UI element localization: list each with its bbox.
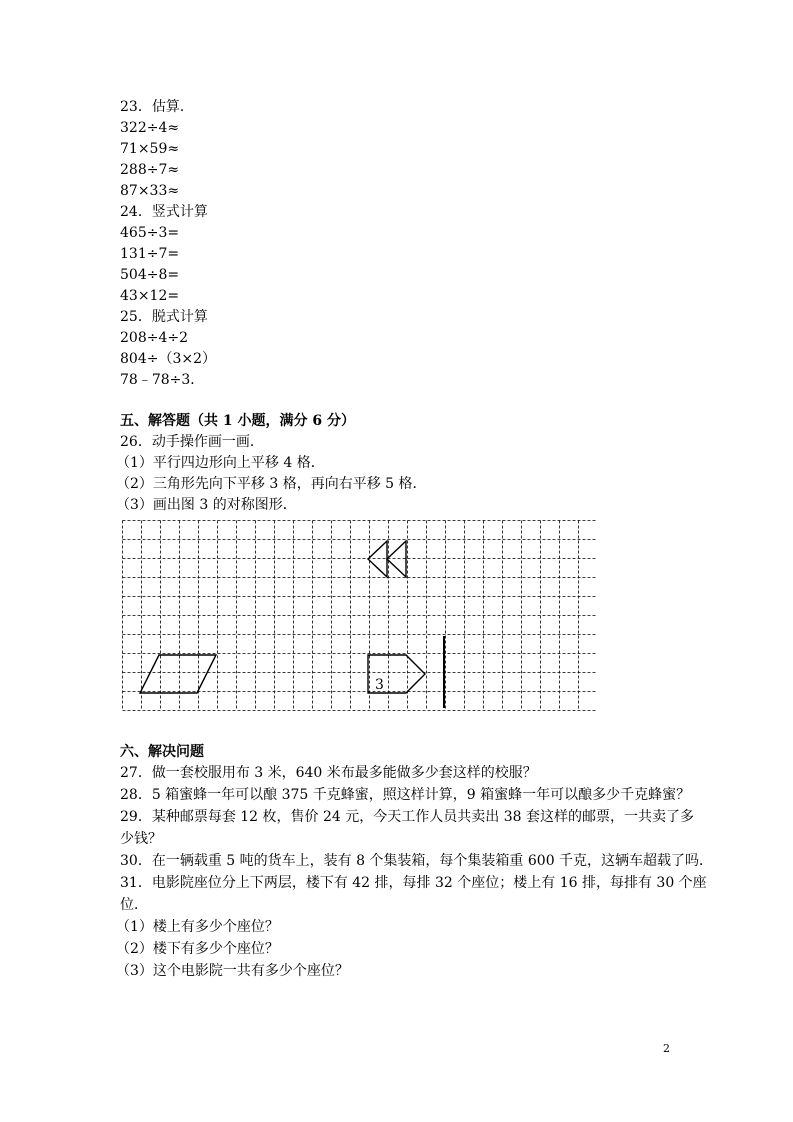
q23-item-2: 71×59≈ — [120, 141, 180, 157]
q30: 30．在一辆载重 5 吨的货车上，装有 8 个集装箱，每个集装箱重 600 千克，这辆车超载了吗． — [120, 853, 714, 869]
q26-item-3: （3）画出图 3 的对称图形． — [116, 497, 297, 513]
grid-svg — [122, 520, 596, 712]
q25-title: 25．脱式计算 — [120, 309, 208, 325]
q28: 28．5 箱蜜蜂一年可以酿 375 千克蜂蜜，照这样计算，9 箱蜜蜂一年可以酿多少千克蜂蜜？ — [120, 787, 691, 803]
q31-item-2: （2）楼下有多少个座位？ — [116, 941, 279, 957]
triangle-shape — [368, 541, 387, 577]
triangle-shape-2 — [387, 541, 406, 577]
section5-heading: 五、解答题（共 1 小题，满分 6 分） — [120, 413, 355, 429]
q26-title: 26．动手操作画一画． — [120, 434, 264, 450]
section6-heading: 六、解决问题 — [120, 744, 204, 760]
q31-item-3: （3）这个电影院一共有多少个座位？ — [116, 963, 349, 979]
q25-item-3: 78﹣78÷3． — [120, 372, 205, 388]
q31-item-1: （1）楼上有多少个座位？ — [116, 919, 279, 935]
q23-item-3: 288÷7≈ — [120, 162, 180, 178]
grid-figure — [122, 520, 596, 712]
q24-title: 24．竖式计算 — [120, 204, 208, 220]
q23-item-1: 322÷4≈ — [120, 120, 180, 136]
page-number: 2 — [663, 1042, 670, 1055]
q24-item-4: 43×12= — [120, 288, 180, 304]
q24-item-2: 131÷7= — [120, 246, 180, 262]
q23-item-4: 87×33≈ — [120, 183, 180, 199]
q29-line-1: 29．某种邮票每套 12 枚，售价 24 元，今天工作人员共卖出 38 套这样的邮票，一共卖了多 — [120, 809, 694, 825]
grid-lines — [123, 521, 597, 711]
q26-item-1: （1）平行四边形向上平移 4 格． — [116, 455, 325, 471]
q24-item-1: 465÷3= — [120, 225, 180, 241]
q29-line-2: 少钱？ — [120, 831, 162, 847]
figure-3-label: 3 — [375, 677, 384, 693]
parallelogram-shape — [140, 655, 216, 693]
q25-item-1: 208÷4÷2 — [120, 330, 188, 346]
q23-title: 23．估算． — [120, 99, 194, 115]
q27: 27．做一套校服用布 3 米，640 米布最多能做多少套这样的校服？ — [120, 765, 537, 781]
q31-line-2: 位． — [120, 897, 148, 913]
q26-item-2: （2）三角形先向下平移 3 格，再向右平移 5 格． — [116, 476, 427, 492]
q25-item-2: 804÷（3×2） — [120, 351, 216, 367]
q24-item-3: 504÷8= — [120, 267, 180, 283]
q31-line-1: 31．电影院座位分上下两层，楼下有 42 排，每排 32 个座位；楼上有 16 排，每排有 30 个座 — [120, 875, 707, 891]
